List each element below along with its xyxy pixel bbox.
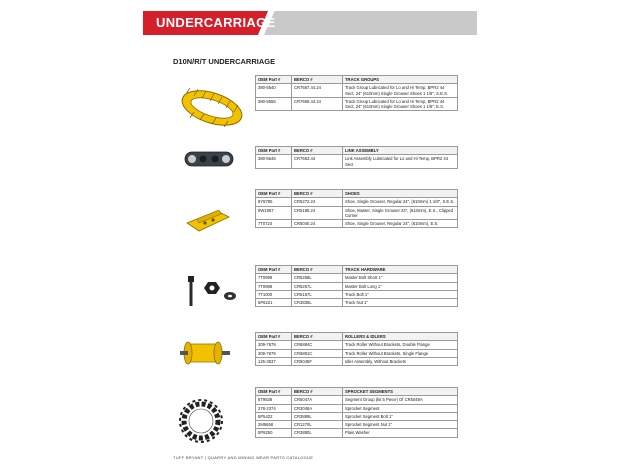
table-heading: SHOES	[343, 190, 458, 198]
table-row	[256, 299, 458, 307]
track-hardware-image	[180, 272, 240, 312]
desc-cell: Master Bolt Short 1"	[343, 274, 458, 282]
col-berco-header: BERCO #	[292, 190, 343, 198]
link-assembly-image	[183, 148, 235, 170]
col-oem-header: OEM Part #	[256, 266, 292, 274]
desc-cell: Plain Washer	[343, 429, 458, 437]
table-row	[256, 282, 458, 290]
desc-cell: Sprocket Segment	[343, 404, 458, 412]
berco-cell: CR5047A	[292, 396, 343, 404]
col-berco-header: BERCO #	[292, 76, 343, 84]
rollers-idlers-table	[255, 332, 458, 366]
berco-cell: CR5167L	[292, 290, 343, 298]
oem-cell: 2M5658	[256, 421, 292, 429]
table-row	[256, 274, 458, 282]
track-groups-table	[255, 75, 458, 111]
table-heading: TRACK HARDWARE	[343, 266, 458, 274]
banner-title: UNDERCARRIAGE	[156, 15, 276, 30]
shoe-image	[183, 205, 233, 235]
berco-cell: CR5257L	[292, 282, 343, 290]
oem-cell: 278-2374	[256, 404, 292, 412]
track-hardware-table	[255, 265, 458, 307]
oem-cell: 7T0988	[256, 282, 292, 290]
oem-cell: 9W1867	[256, 206, 292, 220]
berco-cell: CR7663.44	[292, 155, 343, 169]
desc-cell: Track Roller Without Brackets, Single Flange	[343, 349, 458, 357]
berco-cell: CR6881C	[292, 349, 343, 357]
table-row	[256, 349, 458, 357]
col-oem-header: OEM Part #	[256, 333, 292, 341]
table-row	[256, 429, 458, 437]
table-heading: TRACK GROUPS	[343, 76, 458, 84]
desc-cell: Track Nut 1"	[343, 299, 458, 307]
page-footer: TUFF BRYANT | QUARRY AND MINING WEAR PARTS CATALOGUE	[173, 455, 314, 460]
col-oem-header: OEM Part #	[256, 388, 292, 396]
col-oem-header: OEM Part #	[256, 147, 292, 155]
desc-cell: Shoe, Master, Single Grouser 24", (610mm), E.S., Clipped Corner	[343, 206, 458, 220]
oem-cell: 5P5422	[256, 412, 292, 420]
col-berco-header: BERCO #	[292, 147, 343, 155]
track-group-image	[178, 82, 248, 132]
oem-cell: 5P8221	[256, 299, 292, 307]
sprocket-segments-table	[255, 387, 458, 438]
sprocket-image	[176, 396, 226, 446]
oem-cell: 380-5546	[256, 155, 292, 169]
col-oem-header: OEM Part #	[256, 190, 292, 198]
table-row	[256, 84, 458, 98]
table-row	[256, 412, 458, 420]
desc-cell: Shoe, Single Grouser, Regular 24", (610mm), E.S.	[343, 220, 458, 228]
oem-cell: 125-3537	[256, 357, 292, 365]
roller-image	[178, 336, 233, 371]
oem-cell: 380-5558	[256, 97, 292, 111]
desc-cell: Sprocket Segment Nut 1"	[343, 421, 458, 429]
berco-cell: CR3880L	[292, 429, 343, 437]
oem-cell: 7T0999	[256, 274, 292, 282]
berco-cell: CR5188.24	[292, 206, 343, 220]
desc-cell: Link Assembly Lubricated for Lo and Hi Temp, BPR2 44 Sect	[343, 155, 458, 169]
table-row	[256, 421, 458, 429]
banner-grey-band	[264, 11, 477, 35]
link-assembly-table	[255, 146, 458, 169]
table-row	[256, 220, 458, 228]
desc-cell: Shoe, Single Grouser, Regular 24", (610mm) 1 1/8", S.E.S.	[343, 198, 458, 206]
berco-cell: CR5040.24	[292, 220, 343, 228]
col-oem-header: OEM Part #	[256, 76, 292, 84]
col-berco-header: BERCO #	[292, 266, 343, 274]
table-heading: ROLLERS & IDLERS	[343, 333, 458, 341]
table-row	[256, 206, 458, 220]
oem-cell: 7T1000	[256, 290, 292, 298]
desc-cell: Sprocket Segment Bolt 1"	[343, 412, 458, 420]
section-title: D10N/R/T UNDERCARRIAGE	[173, 57, 276, 66]
desc-cell: Track Roller Without Brackets, Double Flange	[343, 341, 458, 349]
berco-cell: CR3889L	[292, 412, 343, 420]
oem-cell: 5P8250	[256, 429, 292, 437]
table-row	[256, 396, 458, 404]
oem-cell: 309-7678	[256, 341, 292, 349]
berco-cell: CR3835L	[292, 299, 343, 307]
oem-cell: 380-5540	[256, 84, 292, 98]
oem-cell: 7T0724	[256, 220, 292, 228]
berco-cell: CR1270L	[292, 421, 343, 429]
table-row	[256, 404, 458, 412]
berco-cell: CR5258L	[292, 274, 343, 282]
oem-cell: 6T9538	[256, 396, 292, 404]
berco-cell: CR3048A	[292, 404, 343, 412]
col-berco-header: BERCO #	[292, 333, 343, 341]
table-row	[256, 198, 458, 206]
col-berco-header: BERCO #	[292, 388, 343, 396]
berco-cell: CR7667.44.24	[292, 84, 343, 98]
table-heading: SPROCKET SEGMENTS	[343, 388, 458, 396]
table-heading: LINK ASSEMBLY	[343, 147, 458, 155]
berco-cell: CR5272.24	[292, 198, 343, 206]
table-row	[256, 155, 458, 169]
berco-cell: CR7665.44.24	[292, 97, 343, 111]
table-row	[256, 357, 458, 365]
desc-cell: Track Group Lubricated for Lo and Hi Temp, BPR2 44 Sect, 24" (610mm) Single Grouser Shoes 1 1/8", S.E.S.	[343, 84, 458, 98]
table-row	[256, 341, 458, 349]
berco-cell: CR6884C	[292, 341, 343, 349]
table-row	[256, 290, 458, 298]
desc-cell: Idler Assembly, Without Brackets	[343, 357, 458, 365]
berco-cell: CR5045F	[292, 357, 343, 365]
desc-cell: Track Bolt 1"	[343, 290, 458, 298]
oem-cell: 309-7679	[256, 349, 292, 357]
shoes-table	[255, 189, 458, 228]
table-row	[256, 97, 458, 111]
desc-cell: Track Group Lubricated for Lo and Hi Temp, BPR2 44 Sect, 24" (610mm) Single Grouser Shoes 1 1/8", E.S.	[343, 97, 458, 111]
desc-cell: Master Bolt Long 1"	[343, 282, 458, 290]
oem-cell: 8Y8785	[256, 198, 292, 206]
desc-cell: Segment Group (kit 5 Piece) Of CR5048A	[343, 396, 458, 404]
